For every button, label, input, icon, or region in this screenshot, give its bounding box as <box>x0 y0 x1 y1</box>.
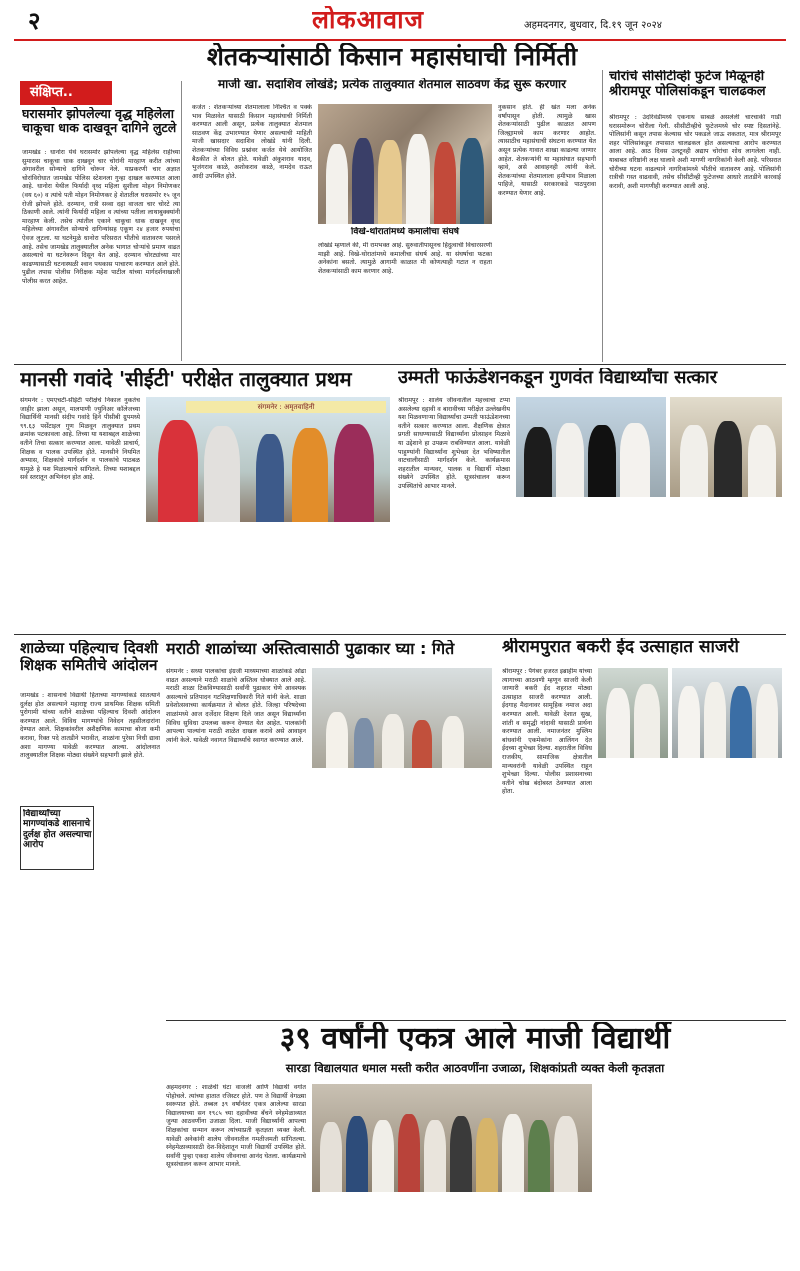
sankshipt-label: संक्षिप्त.. <box>20 81 112 105</box>
bakri-body: श्रीरामपूर : पैगंबर हजरत इब्राहीम यांच्या त्यागाच्या आठवणी म्हणून साजरी केली जाणारी बकरी ईद शहरात मोठ्या उत्साहात साजरी करण्यात आली. ईदगाह मैदानावर सामूहिक नमाज अदा करण्यात आली. यावेळी देशात सुख, शांती व समृद्धी नांदावी यासाठी प्रार्थना करण्यात आली. नमाजनंतर मुस्लिम बांधवांनी एकमेकांना आलिंगन देत ईदच्या शुभेच्छा दिल्या. शहरातील विविध राजकीय, सामाजिक क्षेत्रातील मान्यवरांनी यावेळी उपस्थित राहून शुभेच्छा दिल्या. पोलीस प्रशासनाच्या वतीने चोख बंदोबस्त ठेवण्यात आला होता. <box>502 668 592 796</box>
bakri-body-2 <box>598 762 782 1018</box>
shikshak-body-2 <box>20 880 160 1010</box>
shikshak-subhead: विद्यार्थ्यांच्या मागण्यांकडे शासनाचे दुर्लक्ष होत असल्याचा आरोप <box>23 809 92 851</box>
reunion-body: अहमदनगर : शाळेची घंटा वाजली आणि विद्यार्थी वर्गात पोहोचले. त्यांच्या हातात रजिस्टर होते. पण ते विद्यार्थी वेगळ्या स्वरूपात होते. तब्बल ३९ वर्षांनंतर एकत्र आलेल्या सारडा विद्यालयाच्या सन १९८५ च्या दहावीच्या बॅचने स्नेहमेळाव्यात जुन्या आठवणींना उजाळा दिला. माजी विद्यार्थ्यांनी आपल्या शिक्षकांचा सन्मान करून त्यांच्याप्रती कृतज्ञता व्यक्त केली. यावेळी अनेकांनी शालेय जीवनातील गमतीजमती सांगितल्या. स्नेहमेळाव्यासाठी देश-विदेशातून माजी विद्यार्थी उपस्थित होते. सर्वांनी पुन्हा एकदा शालेय जीवनाचा आनंद घेतला. कार्यक्रमाचे सूत्रसंचालन करून आभार मानले. <box>166 1084 306 1169</box>
ummati-headline: उम्मती फाऊंडेशनकडून गुणवंत विद्यार्थ्यांचा सत्कार <box>398 368 718 388</box>
ummati-body: श्रीरामपूर : शालेय जीवनातील महत्त्वाचा टप्पा असलेल्या दहावी व बारावीच्या परीक्षेत उल्लेखनीय यश मिळवणाऱ्या विद्यार्थ्यांचा उम्मती फाऊंडेशनच्या वतीने सत्कार करण्यात आला. शैक्षणिक क्षेत्रात प्रगती साधण्यासाठी विद्यार्थ्यांना प्रोत्साहन मिळावे या उद्देशाने हा उपक्रम राबविण्यात आला. यावेळी पाहुण्यांनी विद्यार्थ्यांना शुभेच्छा देत भविष्यातील वाटचालीसाठी मार्गदर्शन केले. कार्यक्रमास शहरातील मान्यवर, पालक व विद्यार्थी मोठ्या संख्येने उपस्थित होते. सूत्रसंचालन करून उपस्थितांचे आभार मानले. <box>398 397 510 490</box>
manasi-photo <box>146 397 390 522</box>
ummati-photo-1 <box>516 397 666 497</box>
date-line: अहमदनगर, बुधवार, दि.१९ जून २०२४ <box>524 20 662 31</box>
lead-photo-caption: विखे-थोरातांमध्ये कमालीचा संघर्ष <box>318 227 492 241</box>
sankshipt-body: जामखेड : धानोरा येथे घरासमोर झोपलेल्या वृद्ध महिलेस राहीच्या सुमारास चाकूचा धाक दाखवून चार चोरांनी मारहाण करीत त्यांच्या अंगावरील सोन्याचे दागिने चोरून नेले. याप्रकरणी चार अज्ञात चोरांविरोधात जामखेड पोलिस स्टेशनला गुन्हा दाखल करण्यात आला आहे. धानोरा येथील फिर्यादी वृध्द महिला सुशीला मोहन निमोणकर (वय ६०) व त्यांचे पती मोहन निमोणकर हे शेतातील घरासमोर १५ जून रोजी झोपले होते. दरम्यान, रात्री सव्वा दहा वाजता चार चोरटे त्या ठिकाणी आले. त्यांनी फिर्यादी महिला व त्यांच्या पतीला लाथाबुक्क्यांनी मारहाण केली. तसेच त्यांतील एकाने चाकूचा धाक दाखवून वृध्द महिलेच्या अंगावरील सोन्याचे दागिन्यांसह एकूण २४ हजार रुपयांचा ऐवज लुटला. या घटनेमुळे धानोरा परिसरात भीतीचे वातावरण पसरले आहे. तसेच जामखेड तालुक्यातील अनेक भागात चोऱ्यांचे प्रमाण वाढत असल्याचे या घटनेवरून दिसून येत आहे. दरम्यान चोरट्यांच्या मार काढण्यासाठी घटनास्थळी श्वान पथकास पाचारण करण्यात आले होते. पुढील तपास पोलीस निरीक्षक महेश पाटील यांच्या मार्गदर्शनाखाली पोलीस करत आहेत. <box>22 149 180 285</box>
lead-caption-body: लोखंडे म्हणाले की, मी रामभक्त आहे. सुरुवातीपासूनच हिंदुत्वाची विचारसरणी माझी आहे. विखे-थोरातांमध्ये कमालीचा संघर्ष आहे. या संघर्षाचा फटका अनेकांना बसतो. त्यामुळे आगामी काळात मी कोणत्याही गटात न राहता शेतकऱ्यांसाठी काम करणार आहे. <box>318 242 492 275</box>
manasi-headline: मानसी गवांदे 'सीईटी' परीक्षेत तालुक्यात प्रथम <box>20 368 352 391</box>
lead-subhead: माजी खा. सदाशिव लोखंडे; प्रत्येक तालुक्यात शेतमाल साठवण केंद्र सुरू करणार <box>217 78 567 91</box>
sankshipt-headline: घरासमोर झोपलेल्या वृद्ध महिलेला चाकूचा धाक दाखवून दागिने लुटले <box>22 107 177 136</box>
lead-body-3: नुकसान होते. ही खंत मला अनेक वर्षांपासून होती. त्यामुळे खास शेतकऱ्यांसाठी पुढील काळात आपण जिल्ह्यामध्ये काम करणार आहोत. त्यासाठीच महासंघाची संघटना करण्यात येत असून प्रत्येक गावात शाखा काढल्या जाणार आहेत. शेतकऱ्यांनी या महासंघात सहभागी व्हावे, असे आवाहनही त्यांनी केले. शेतकऱ्यांच्या शेतमालाला हमीभाव मिळाला पाहिजे, यासाठी सरकारकडे पाठपुरावा करण्यात येणार आहे. <box>498 104 596 197</box>
marathi-headline: मराठी शाळांच्या अस्तित्वासाठी पुढाकार घ्या : गिते <box>166 640 455 658</box>
reunion-headline: ३९ वर्षांनी एकत्र आले माजी विद्यार्थी <box>279 1022 671 1056</box>
manasi-body-2 <box>146 526 390 630</box>
newspaper-title: लोकआवाज <box>312 6 425 34</box>
manasi-body: संगमनेर : एमएचटी-सीईटी परीक्षेचे निकाल नुकतेच जाहीर झाला असून, मालपाणी ज्युनिअर कॉलेजच्या विद्यार्थिनी मानसी संदीप गवांदे हिने पीसीबी ग्रुपमध्ये ९९.६३ पर्सेंटाइल गुण मिळवून तालुक्यात प्रथम क्रमांक पटकावला आहे. तिच्या या यशाबद्दल शाळेच्या वतीने तिचा सत्कार करण्यात आला. यावेळी प्राचार्य, शिक्षक व पालक उपस्थित होते. मानसीने नियमित अभ्यास, शिक्षकांचे मार्गदर्शन व पालकांचे पाठबळ यामुळे हे यश मिळाल्याचे सांगितले. तिच्या यशाबद्दल सर्व स्तरातून अभिनंदन होत आहे. <box>20 397 140 482</box>
reunion-body-3 <box>598 1084 784 1264</box>
ummati-photo-2 <box>670 397 782 497</box>
shikshak-subhead-box <box>20 806 94 870</box>
sankshipt-box <box>20 81 182 361</box>
lead-photo <box>318 104 492 224</box>
bakri-headline: श्रीरामपुरात बकरी ईद उत्साहात साजरी <box>502 638 739 657</box>
masthead-rule <box>14 39 786 41</box>
lead-headline: शेतकऱ्यांसाठी किसान महासंघाची निर्मिती <box>206 43 578 71</box>
masthead <box>14 6 786 38</box>
shikshak-body: जामखेड : शासनाचे विद्यार्थी हिताच्या मागण्यांकडे सातत्याने दुर्लक्ष होत असल्याने महाराष्ट्र राज्य प्राथमिक शिक्षक समिती पुरोगामी यांच्या वतीने शाळेच्या पहिल्याच दिवशी आंदोलन करण्यात आले. विविध मागण्यांचे निवेदन तहसीलदारांना देण्यात आले. शिक्षकांवरील अशैक्षणिक कामाचा बोजा कमी करावा, रिक्त पदे तातडीने भरावीत, शाळांना पुरेसा निधी द्यावा अशा मागण्या यावेळी करण्यात आल्या. आंदोलनात तालुक्यातील शिक्षक मोठ्या संख्येने सहभागी झाले होते. <box>20 692 160 760</box>
ummati-body-2 <box>516 500 782 630</box>
divider-2 <box>14 634 786 635</box>
marathi-body-2 <box>312 772 492 1018</box>
manasi-banner: संगमनेर : अमृतवाहिनी <box>186 401 386 413</box>
divider-3 <box>166 1020 786 1021</box>
bakri-photo-2 <box>672 668 782 758</box>
marathi-body: संगमनेर : सध्या पालकांचा इंग्रजी माध्यमाच्या शाळांकडे ओढा वाढत असल्याने मराठी शाळांचे अस्तित्व धोक्यात आले आहे. मराठी शाळा टिकविण्यासाठी सर्वांनी पुढाकार घेणे आवश्यक असल्याचे प्रतिपादन गटशिक्षणाधिकारी गिते यांनी केले. शाळा प्रवेशोत्सवाच्या कार्यक्रमात ते बोलत होते. जिल्हा परिषदेच्या शाळांमध्ये आज दर्जेदार शिक्षण दिले जात असून विद्यार्थ्यांना विविध सुविधा उपलब्ध करून देण्यात येत आहेत. पालकांनी आपल्या पाल्यांना मराठी शाळेत दाखल करावे असे आवाहन त्यांनी केले. यावेळी नवागत विद्यार्थ्यांचे स्वागत करण्यात आले. <box>166 668 306 744</box>
divider-1 <box>14 364 786 365</box>
reunion-subhead: सारडा विद्यालयात धमाल मस्ती करीत आठवणींना उजाळा, शिक्षकांप्रती व्यक्त केली कृतज्ञता <box>285 1062 665 1075</box>
reunion-body-2 <box>312 1196 592 1264</box>
shikshak-headline: शाळेच्या पहिल्याच दिवशी शिक्षक समितीचे आंदोलन <box>20 640 159 675</box>
lead-body-1: कर्जत : शेतकऱ्यांच्या शेतमालाला निश्चित व पक्के भाव मिळावेत यासाठी किसान महासंघाची निर्मिती करण्यात आली असून, प्रत्येक तालुक्यात शेतमाल साठवण केंद्र उभारण्यात येणार असल्याची माहिती माजी खासदार सदाशिव लोखंडे यांनी दिली. शेतकऱ्यांच्या विविध प्रश्नांवर कर्जत येथे आयोजित बैठकीत ते बोलत होते. यावेळी अंकुशराव यादव, भुजंगराव काळे, अशोकराव काळे, नामदेव राऊत आदी उपस्थित होते. <box>192 104 312 180</box>
reunion-photo <box>312 1084 592 1192</box>
bakri-photo-1 <box>598 668 668 758</box>
page-number: २ <box>28 8 41 35</box>
cctv-headline: चोरांचे सीसीटीव्ही फुटेज मिळूनही श्रीरामपूर पोलिसांकडून चालढकल <box>609 70 766 99</box>
marathi-photo <box>312 668 492 768</box>
cctv-box <box>602 70 782 362</box>
cctv-body: श्रीरामपूर : उंदरिवंडीमध्ये एकनाथ साबळे असलेली चारचाकी गाडी घरासमोरून चोरीला गेली. सीसीटीव्हीचे फुटेजमध्ये चोर स्पष्ट दिसतांनेहे. पोलिसांनी कसून तपास केल्यास चोर पकडले जाऊ शकतात, मात्र श्रीरामपूर शहर पोलिसांकडून तपासात चालढकल होत असल्याचा आरोप करण्यात आला आहे. आठ दिवस उलटूनही अद्याप चोरांचा शोध लागलेला नाही. याबाबत वरिष्ठांनी लक्ष घालावे अशी मागणी नागरिकांनी केली आहे. परिसरात चोरीच्या घटना वाढल्याने नागरिकांमध्ये भीतीचे वातावरण आहे. पोलिसांनी रात्रीची गस्त वाढवावी, तसेच सीसीटीव्ही फुटेजच्या आधारे तातडीने कारवाई करावी, अशी मागणीही करण्यात आली आहे. <box>609 114 781 190</box>
